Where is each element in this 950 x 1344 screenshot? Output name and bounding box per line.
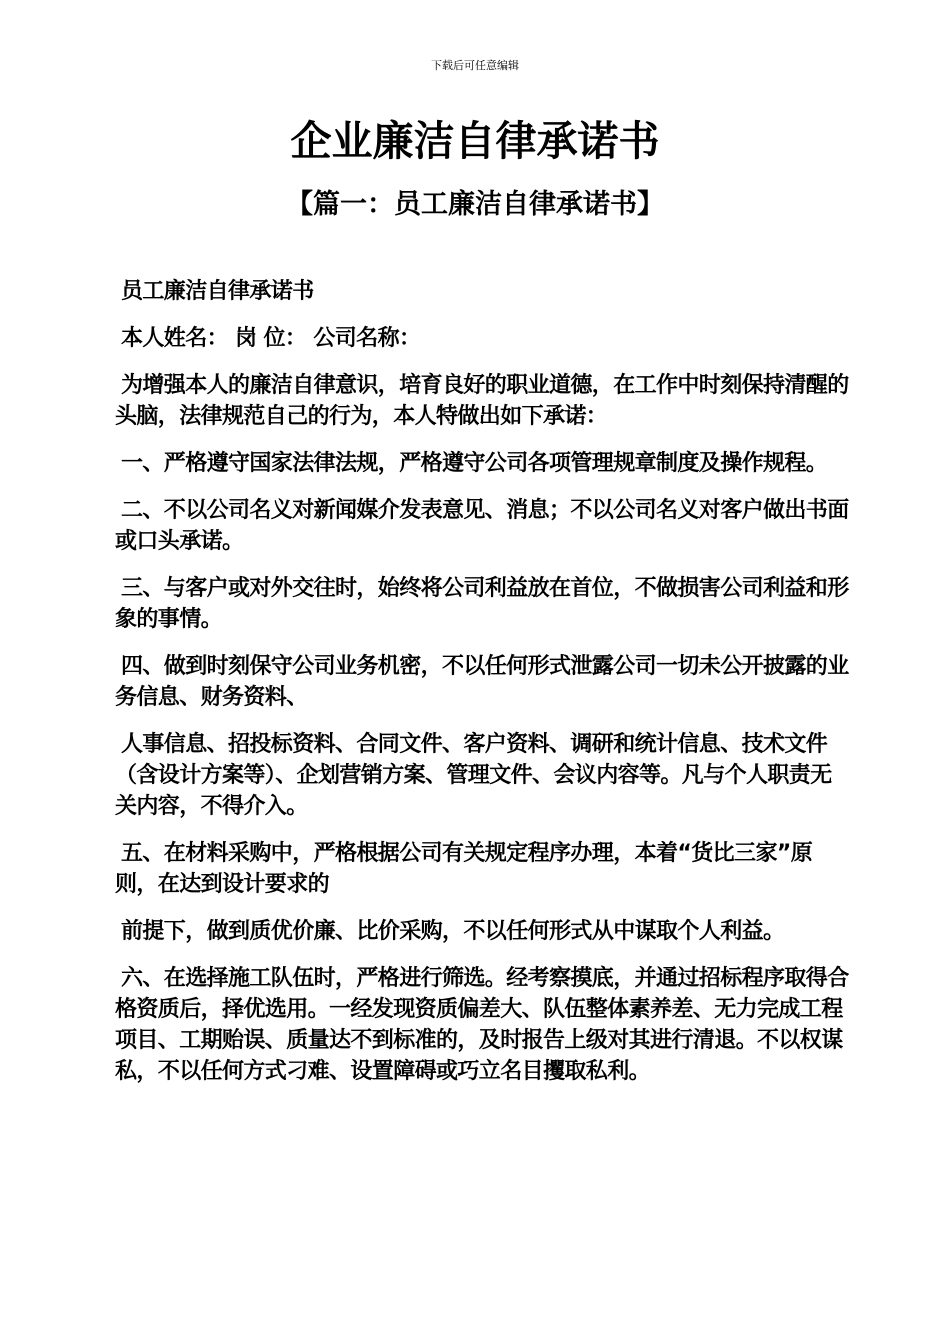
commitment-item-6: 六、在选择施工队伍时，严格进行筛选。经考察摸底，并通过招标程序取得合格资质后，择优选用。一经发现资质偏差大、队伍整体素养差、无力完成工程项目、工期贻误、质量达不到标准的，及时报告上级对其进行清退。不以权谋私，不以任何方式刁难、设置障碍或巧立名目攫取私利。 <box>115 966 849 1084</box>
section-heading: 员工廉洁自律承诺书 <box>121 279 314 304</box>
document-subtitle: 【篇一：员工廉洁自律承诺书】 <box>286 189 664 220</box>
commitment-item-4: 四、做到时刻保守公司业务机密，不以任何形式泄露公司一切未公开披露的业务信息、财务资料、 <box>115 654 849 710</box>
info-fields-line: 本人姓名： 岗 位： 公司名称： <box>121 326 421 351</box>
commitment-item-4-continued: 人事信息、招投标资料、合同文件、客户资料、调研和统计信息、技术文件（含设计方案等）、企划营销方案、管理文件、会议内容等。凡与个人职责无关内容，不得介入。 <box>115 732 832 819</box>
intro-paragraph: 为增强本人的廉洁自律意识，培育良好的职业道德，在工作中时刻保持清醒的头脑，法律规范自己的行为，本人特做出如下承诺： <box>115 373 849 429</box>
document-title: 企业廉洁自律承诺书 <box>290 117 660 165</box>
header-note: 下载后可任意编辑 <box>431 59 519 72</box>
commitment-item-5-continued: 前提下，做到质优价廉、比价采购，不以任何形式从中谋取个人利益。 <box>121 919 785 944</box>
commitment-item-5: 五、在材料采购中，严格根据公司有关规定程序办理，本着“货比三家”原则，在达到设计要求的 <box>115 841 813 897</box>
commitment-item-1: 一、严格遵守国家法律法规，严格遵守公司各项管理规章制度及操作规程。 <box>121 451 828 476</box>
commitment-item-2: 二、不以公司名义对新闻媒介发表意见、消息；不以公司名义对客户做出书面或口头承诺。 <box>115 498 849 554</box>
commitment-item-3: 三、与客户或对外交往时，始终将公司利益放在首位，不做损害公司利益和形象的事情。 <box>115 576 849 632</box>
document-body <box>115 276 850 1103</box>
